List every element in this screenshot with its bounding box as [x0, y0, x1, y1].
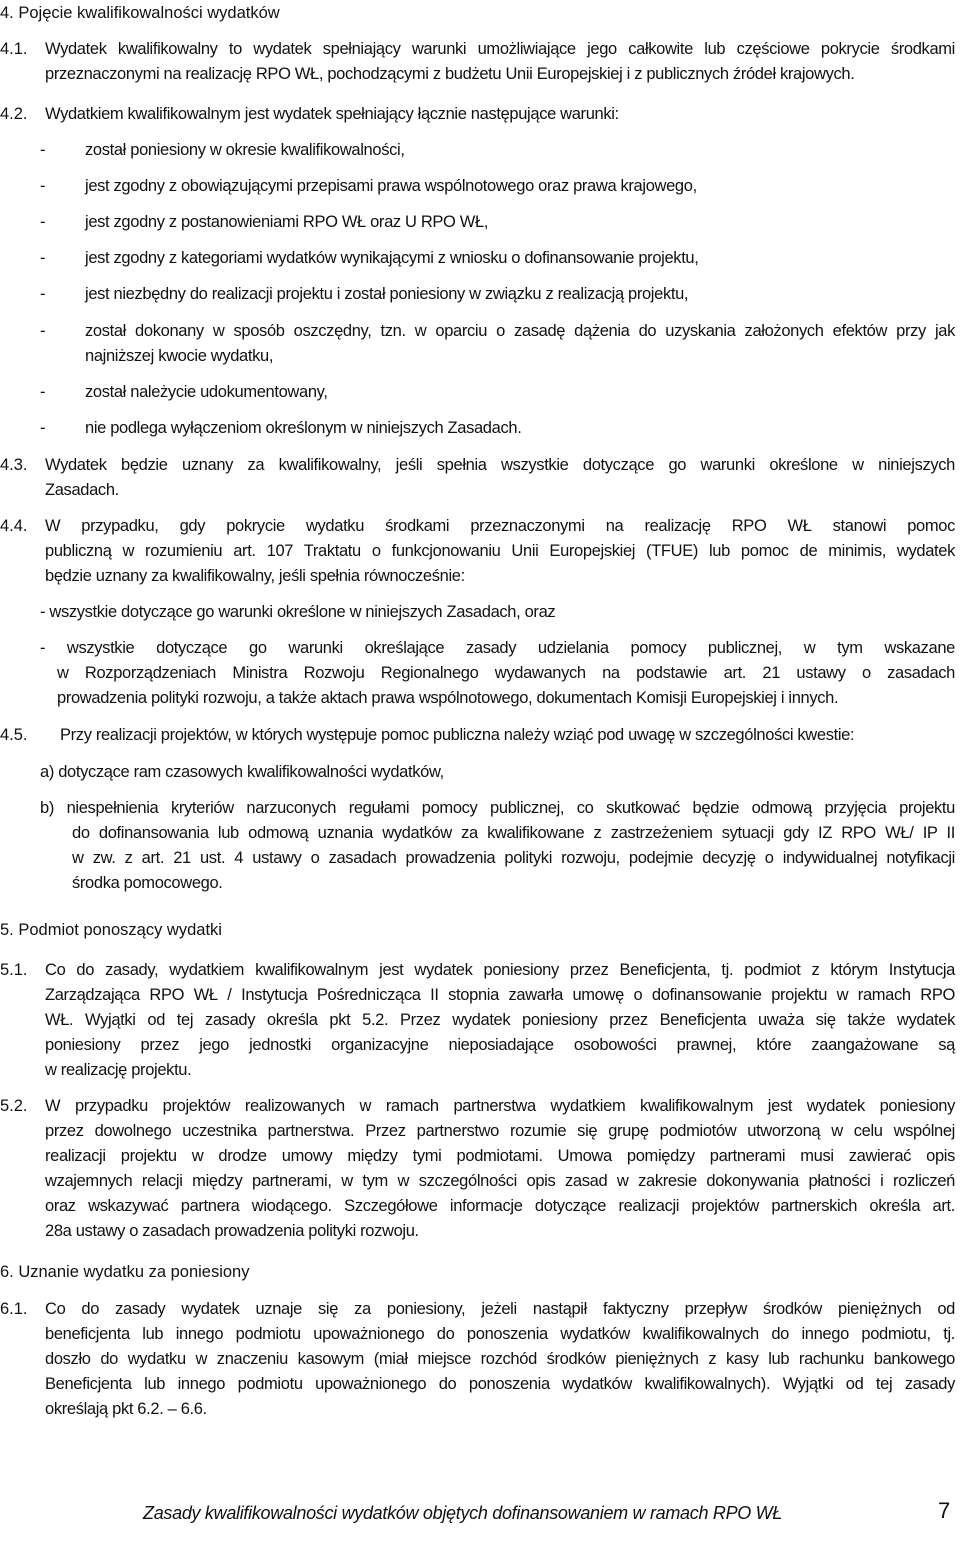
- paragraph-line: Przy realizacji projektów, w których występuje pomoc publiczna należy wziąć pod uwagę w szczególności kwestie:: [60, 726, 855, 744]
- paragraph-line: będzie uznany za kwalifikowalny, jeśli spełnia równocześnie:: [45, 567, 465, 585]
- paragraph-line: Zasadach.: [45, 481, 119, 499]
- list-bullet: -: [40, 141, 46, 159]
- paragraph-line: W przypadku projektów realizowanych w ramach partnerstwa wydatkiem kwalifikowalnym jest wydatek poniesiony: [45, 1097, 955, 1115]
- lettered-item: a) dotyczące ram czasowych kwalifikowalności wydatków,: [40, 763, 444, 781]
- paragraph-line: Wydatkiem kwalifikowalnym jest wydatek spełniający łącznie następujące warunki:: [45, 105, 619, 123]
- paragraph-line: poniesiony przez jego jednostki organizacyjne nieposiadające osobowości prawnej, które zaangażowane są: [45, 1036, 955, 1054]
- paragraph-line: realizacji projektu w drodze umowy między tymi podmiotami. Umowa pomiędzy partnerami musi zawierać opis: [45, 1147, 955, 1165]
- paragraph-line: WŁ. Wyjątki od tej zasady określa pkt 5.2. Przez wydatek poniesiony przez Beneficjenta uważa się także wydatek: [45, 1011, 955, 1029]
- paragraph-line: w realizację projektu.: [45, 1061, 192, 1079]
- sub-bullet-continuation: w Rozporządzeniach Ministra Rozwoju Regionalnego wydawanych na podstawie art. 21 ustawy o zasadach: [57, 664, 955, 682]
- paragraph-number: 4.2.: [0, 105, 28, 123]
- paragraph-line: beneficjenta lub innego podmiotu upoważnionego do ponoszenia wydatków kwalifikowalnych do innego podmiotu, tj.: [45, 1325, 955, 1343]
- paragraph-number: 5.2.: [0, 1097, 28, 1115]
- paragraph-line: Zarządzająca RPO WŁ / Instytucja Pośrednicząca II stopnia zawarła umowę o dofinansowanie projektu w ramach RPO: [45, 986, 955, 1004]
- paragraph-line: wzajemnych relacji między partnerami, w tym w szczególności opis zasad w zakresie dokonywania płatności i rozliczeń: [45, 1172, 955, 1190]
- sub-bullet-continuation: prowadzenia polityki rozwoju, a także aktach prawa wspólnotowego, dokumentach Komisji Europejskiej i innych.: [57, 689, 839, 707]
- list-bullet: -: [40, 322, 46, 340]
- paragraph-line: Wydatek kwalifikowalny to wydatek spełniający warunki umożliwiające jego całkowite lub częściowe pokrycie środkami: [45, 40, 955, 58]
- section-heading-6: 6. Uznanie wydatku za poniesiony: [0, 1263, 250, 1281]
- paragraph-line: Beneficjenta lub innego podmiotu upoważnionego do ponoszenia wydatków kwalifikowalnych). Wyjątki od tej zasady: [45, 1375, 955, 1393]
- paragraph-number: 6.1.: [0, 1300, 28, 1318]
- list-item: nie podlega wyłączeniom określonym w niniejszych Zasadach.: [85, 419, 522, 437]
- list-item: został dokonany w sposób oszczędny, tzn. w oparciu o zasadę dążenia do uzyskania założonych efektów przy jak: [85, 322, 955, 340]
- list-bullet: -: [40, 213, 46, 231]
- lettered-item-continuation: w zw. z art. 21 ust. 4 ustawy o zasadach prowadzenia polityki rozwoju, podejmie decyzję o indywidualnej notyfikacji: [72, 849, 955, 867]
- paragraph-number: 4.3.: [0, 456, 28, 474]
- lettered-item-continuation: do dofinansowania lub odmową uznania wydatków za kwalifikowane z zastrzeżeniem sytuacji gdy IZ RPO WŁ/ IP II: [72, 824, 955, 842]
- list-item: jest zgodny z postanowieniami RPO WŁ oraz U RPO WŁ,: [85, 213, 489, 231]
- lettered-item-continuation: środka pomocowego.: [72, 874, 223, 892]
- list-item: jest zgodny z kategoriami wydatków wynikającymi z wniosku o dofinansowanie projektu,: [85, 249, 699, 267]
- sub-bullet: - wszystkie dotyczące go warunki określone w niniejszych Zasadach, oraz: [40, 603, 556, 621]
- paragraph-line: doszło do wydatku w znaczeniu kasowym (miał miejsce rozchód środków pieniężnych z kasy lub rachunku bankowego: [45, 1350, 955, 1368]
- list-bullet: -: [40, 383, 46, 401]
- list-item-continuation: najniższej kwocie wydatku,: [85, 347, 274, 365]
- lettered-item: b) niespełnienia kryteriów narzuconych regułami pomocy publicznej, co skutkować będzie odmową przyjęcia projektu: [40, 799, 955, 817]
- list-bullet: -: [40, 419, 46, 437]
- paragraph-line: Wydatek będzie uznany za kwalifikowalny, jeśli spełnia wszystkie dotyczące go warunki określone w niniejszych: [45, 456, 955, 474]
- page-number: 7: [938, 1498, 951, 1523]
- list-bullet: -: [40, 285, 46, 303]
- paragraph-number: 5.1.: [0, 961, 28, 979]
- paragraph-line: Co do zasady, wydatkiem kwalifikowalnym jest wydatek poniesiony przez Beneficjenta, tj. podmiot z którym Instytucja: [45, 961, 955, 979]
- list-bullet: -: [40, 177, 46, 195]
- paragraph-line: przeznaczonymi na realizację RPO WŁ, pochodzącymi z budżetu Unii Europejskiej i z publicznych źródeł krajowych.: [45, 65, 855, 83]
- paragraph-number: 4.5.: [0, 726, 28, 744]
- list-item: został należycie udokumentowany,: [85, 383, 328, 401]
- list-item: został poniesiony w okresie kwalifikowalności,: [85, 141, 405, 159]
- paragraph-line: 28a ustawy o zasadach prowadzenia polityki rozwoju.: [45, 1222, 419, 1240]
- paragraph-line: Co do zasady wydatek uznaje się za poniesiony, jeżeli nastąpił faktyczny przepływ środków pieniężnych od: [45, 1300, 955, 1318]
- sub-bullet: - wszystkie dotyczące go warunki określające zasady udzielania pomocy publicznej, w tym wskazane: [40, 639, 955, 657]
- section-heading-4: 4. Pojęcie kwalifikowalności wydatków: [0, 4, 280, 22]
- footer-title: Zasady kwalifikowalności wydatków objętych dofinansowaniem w ramach RPO WŁ: [143, 1503, 783, 1523]
- paragraph-line: publiczną w rozumieniu art. 107 Traktatu o funkcjonowaniu Unii Europejskiej (TFUE) lub pomoc de minimis, wydatek: [45, 542, 955, 560]
- paragraph-number: 4.4.: [0, 517, 28, 535]
- paragraph-line: określają pkt 6.2. – 6.6.: [45, 1400, 207, 1418]
- paragraph-number: 4.1.: [0, 40, 28, 58]
- paragraph-line: oraz wskazywać partnera wiodącego. Szczegółowe informacje dotyczące realizacji projektów partnerskich określa art.: [45, 1197, 955, 1215]
- section-heading-5: 5. Podmiot ponoszący wydatki: [0, 921, 222, 939]
- paragraph-line: W przypadku, gdy pokrycie wydatku środkami przeznaczonymi na realizację RPO WŁ stanowi pomoc: [45, 517, 955, 535]
- list-item: jest zgodny z obowiązującymi przepisami prawa wspólnotowego oraz prawa krajowego,: [85, 177, 697, 195]
- paragraph-line: przez dowolnego uczestnika partnerstwa. Przez partnerstwo rozumie się grupę podmiotów utworzoną w celu wspólnej: [45, 1122, 955, 1140]
- list-item: jest niezbędny do realizacji projektu i został poniesiony w związku z realizacją projektu,: [85, 285, 689, 303]
- list-bullet: -: [40, 249, 46, 267]
